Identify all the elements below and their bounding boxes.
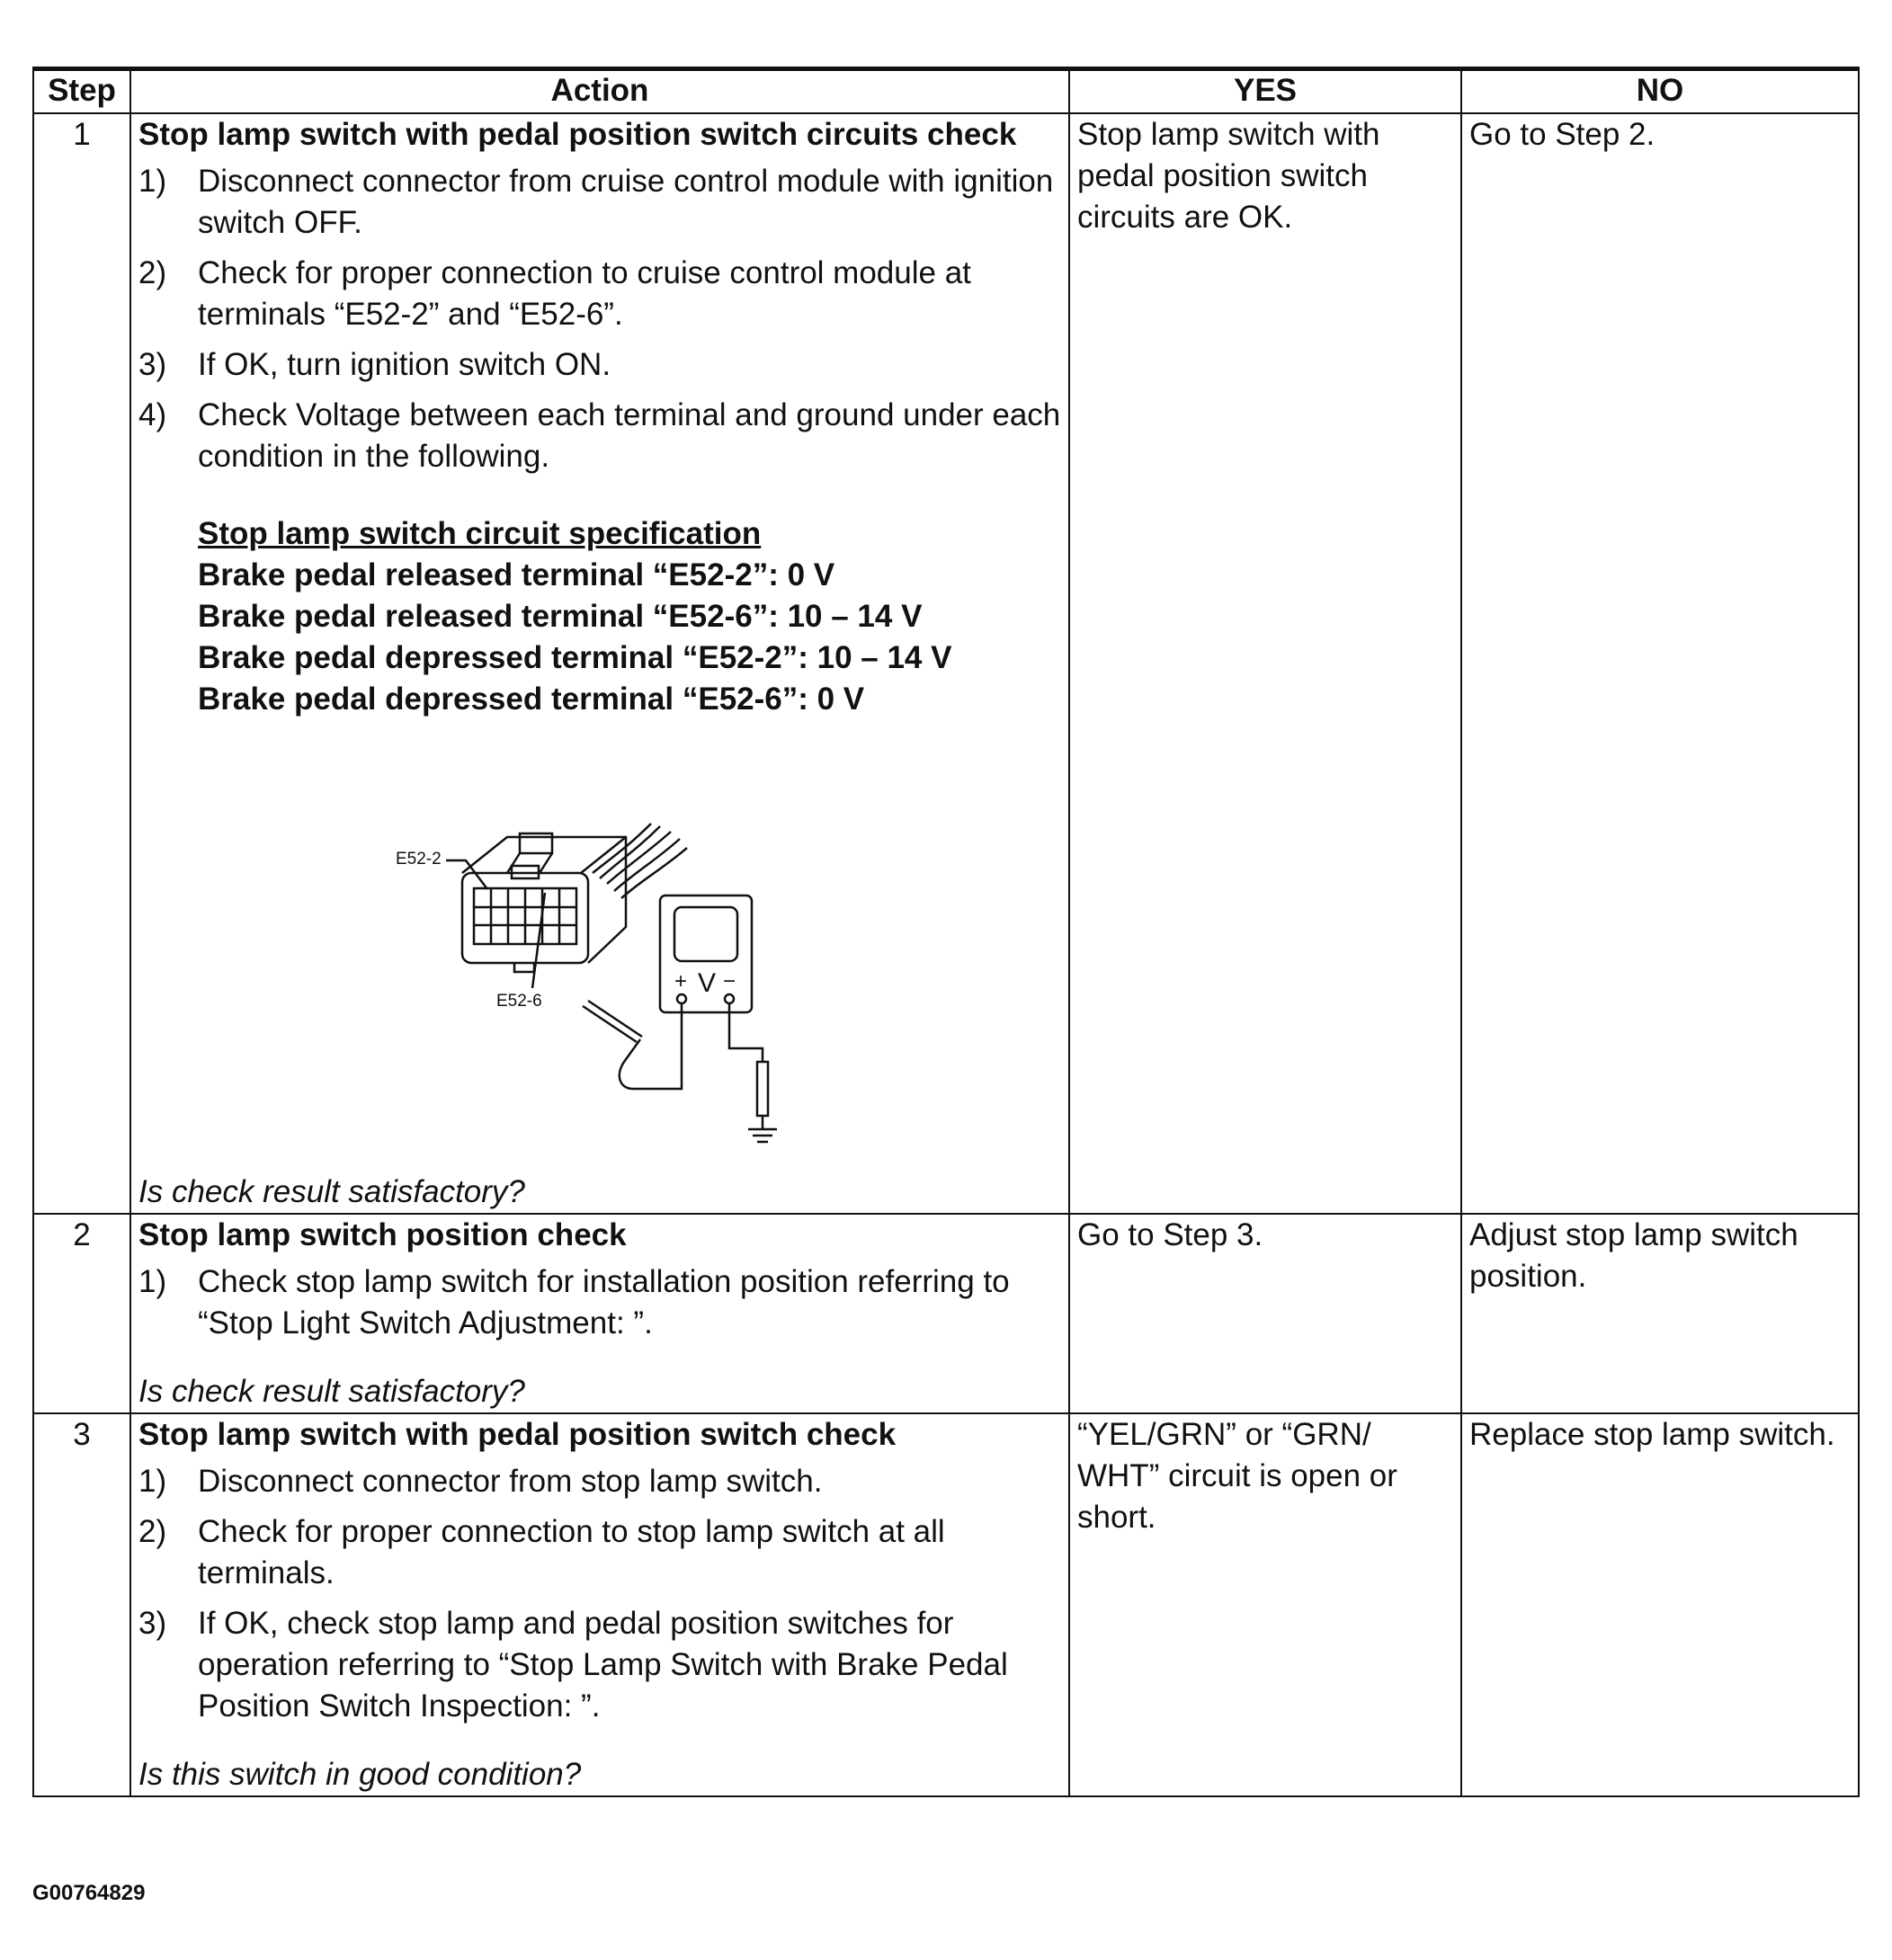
check-question: Is this switch in good condition? [138,1757,582,1792]
header-action: Action [130,69,1069,114]
item-number: 3) [138,347,167,382]
step-title: Stop lamp switch position check [138,1217,627,1252]
yes-cell: Go to Step 3. [1069,1214,1461,1413]
step-title: Stop lamp switch with pedal position switch check [138,1417,897,1452]
item-text: Check for proper connection to cruise control module at terminals “E52-2” and “E52-6”. [198,255,971,332]
specification-line: Brake pedal depressed terminal “E52-6”: 0 V [198,682,865,717]
item-text: Check for proper connection to stop lamp switch at all terminals. [198,1514,945,1590]
list-item [138,344,1061,386]
item-number: 1) [138,164,167,199]
list-item [138,1603,1061,1727]
step-number: 3 [33,1413,130,1796]
connector-voltmeter-diagram [381,792,975,1152]
step-number: 2 [33,1214,130,1413]
no-cell: Go to Step 2. [1461,113,1859,1214]
specification-line: Brake pedal released terminal “E52-2”: 0 V [198,557,835,592]
meter-minus-label: − [723,969,736,993]
action-cell [130,1214,1069,1413]
specification-line: Brake pedal depressed terminal “E52-2”: 10 – 14 V [198,640,952,675]
troubleshooting-document [32,67,1858,1905]
terminal-label-e52-2: E52-2 [396,850,442,869]
item-number: 3) [138,1606,167,1641]
action-list [138,161,1061,477]
specification-block [198,513,1061,720]
figure-code: G00764829 [32,1881,146,1905]
table-row [33,113,1859,1214]
action-list [138,1261,1061,1344]
item-number: 1) [138,1264,167,1299]
list-item [138,1461,1061,1502]
action-cell [130,113,1069,1214]
item-number: 4) [138,397,167,432]
yes-cell: “YEL/GRN” or “GRN/ WHT” circuit is open or short. [1069,1413,1461,1796]
specification-line: Brake pedal released terminal “E52-6”: 10 – 14 V [198,599,923,634]
meter-plus-label: + [674,969,688,993]
table-header-row [33,69,1859,114]
item-text: Check stop lamp switch for installation position referring to “Stop Light Switch Adjustment: ”. [198,1264,1010,1341]
item-number: 1) [138,1464,167,1499]
item-text: Disconnect connector from cruise control module with ignition switch OFF. [198,164,1054,240]
item-text: Disconnect connector from stop lamp switch. [198,1464,823,1499]
list-item [138,253,1061,335]
header-step: Step [33,69,130,114]
diagnosis-table [32,67,1860,1797]
voltmeter-display [674,907,737,961]
no-cell: Adjust stop lamp switch position. [1461,1214,1859,1413]
item-text: If OK, turn ignition switch ON. [198,347,611,382]
table-row [33,1214,1859,1413]
list-item [138,161,1061,244]
list-item [138,1511,1061,1594]
header-no: NO [1461,69,1859,114]
table-row [33,1413,1859,1796]
ground-probe [757,1062,768,1116]
check-question: Is check result satisfactory? [138,1374,525,1409]
specification-title: Stop lamp switch circuit specification [198,516,762,551]
list-item [138,1261,1061,1344]
item-text: Check Voltage between each terminal and ground under each condition in the following. [198,397,1061,474]
check-question: Is check result satisfactory? [138,1174,525,1209]
step-title: Stop lamp switch with pedal position switch circuits check [138,117,1017,152]
list-item [138,395,1061,477]
yes-cell: Stop lamp switch with pedal position switch circuits are OK. [1069,113,1461,1214]
header-yes: YES [1069,69,1461,114]
terminal-label-e52-6: E52-6 [496,992,542,1011]
action-list [138,1461,1061,1727]
item-number: 2) [138,1514,167,1549]
step-number: 1 [33,113,130,1214]
action-cell [130,1413,1069,1796]
meter-volt-label: V [698,968,717,998]
no-cell: Replace stop lamp switch. [1461,1413,1859,1796]
item-number: 2) [138,255,167,290]
item-text: If OK, check stop lamp and pedal position switches for operation referring to “Stop Lamp Switch with Brake Pedal Position Switch Inspection: ”. [198,1606,1008,1724]
